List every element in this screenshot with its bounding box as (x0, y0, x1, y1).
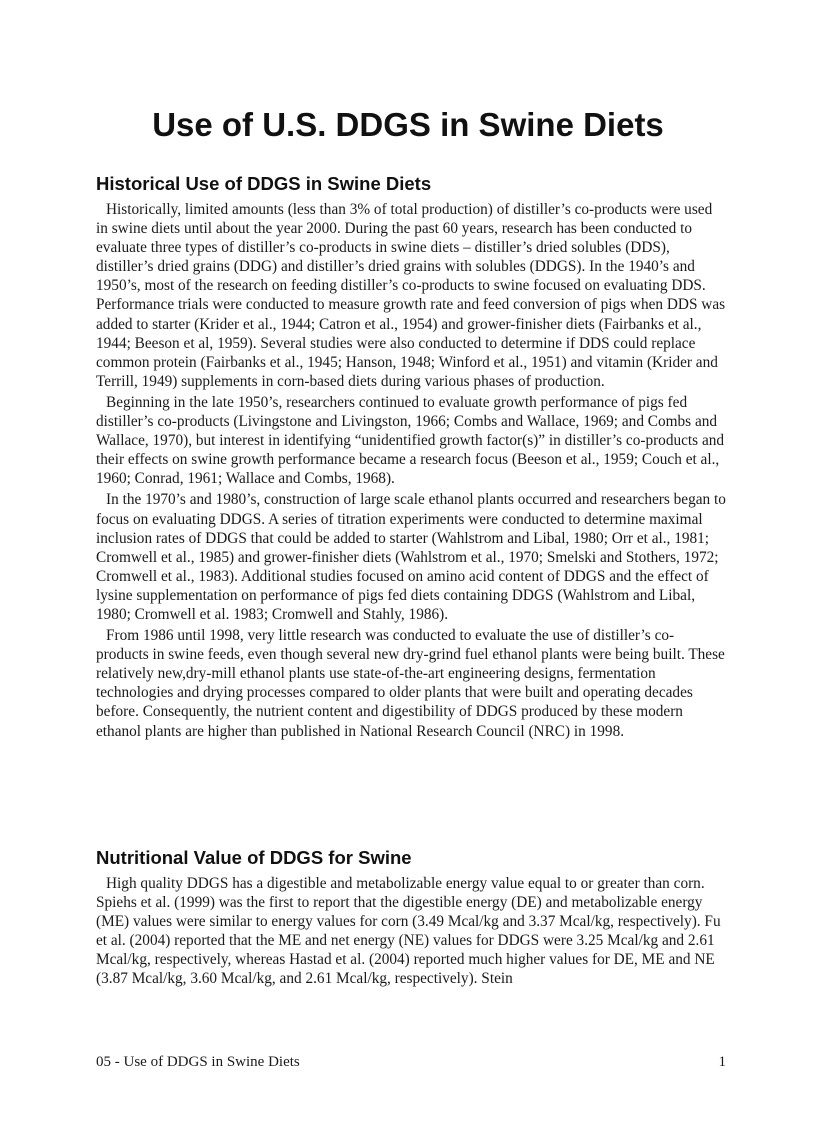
section-heading: Historical Use of DDGS in Swine Diets (96, 173, 432, 194)
page-footer (96, 1052, 726, 1072)
page-title: Use of U.S. DDGS in Swine Diets (152, 106, 664, 143)
footer-document-title: 05 - Use of DDGS in Swine Diets (96, 1054, 300, 1070)
paragraph: Beginning in the late 1950’s, researchers continued to evaluate growth performance of pigs fed distiller’s co-products (Livingstone and Livingston, 1966; Combs and Wallace, 1969; and Combs and Wallace, 1970), but interest in identifying “unidentified growth factor(s)” in distiller’s co-products and their effects on swine growth performance became a research focus (Beeson et al., 1959; Couch et al., 1960; Conrad, 1961; Wallace and Combs, 1968). (96, 393, 725, 488)
section-heading: Nutritional Value of DDGS for Swine (96, 847, 412, 868)
paragraph: Historically, limited amounts (less than 3% of total production) of distiller’s co-products were used in swine diets until about the year 2000. During the past 60 years, research has been conducted to evaluate three types of distiller’s co-products in swine diets – distiller’s dried solubles (DDS), distiller’s dried grains (DDG) and distiller’s dried grains with solubles (DDGS). In the 1940’s and 1950’s, most of the research on feeding distiller’s co-products to swine focused on evaluating DDS. Performance trials were conducted to measure growth rate and feed conversion of pigs when DDS was added to starter (Krider et al., 1944; Catron et al., 1954) and grower-finisher diets (Fairbanks et al., 1944; Beeson et al, 1959). Several studies were also conducted to determine if DDS could replace common protein (Fairbanks et al., 1945; Hanson, 1948; Winford et al., 1951) and vitamin (Krider and Terrill, 1949) supplements in corn-based diets during various phases of production. (96, 201, 726, 390)
paragraph: From 1986 until 1998, very little research was conducted to evaluate the use of distiller’s co-products in swine feeds, even though several new dry-grind fuel ethanol plants were being built. These relatively new,dry-mill ethanol plants use state-of-the-art engineering designs, fermentation technologies and drying processes compared to older plants that were built and operating decades before. Consequently, the nutrient content and digestibility of DDGS produced by these modern ethanol plants are higher than published in National Research Council (NRC) in 1998. (96, 627, 725, 740)
section-historical-use (96, 170, 726, 743)
paragraph: High quality DDGS has a digestible and metabolizable energy value equal to or greater than corn. Spiehs et al. (1999) was the first to report that the digestible energy (DE) and metabolizable energy (ME) values were similar to energy values for corn (3.49 Mcal/kg and 3.37 Mcal/kg, respectively). Fu et al. (2004) reported that the ME and net energy (NE) values for DDGS were 3.25 Mcal/kg and 2.61 Mcal/kg, respectively, whereas Hastad et al. (2004) reported much higher values for DE, ME and NE (3.87 Mcal/kg, 3.60 Mcal/kg, and 2.61 Mcal/kg, respectively). Stein (96, 875, 721, 988)
paragraph: In the 1970’s and 1980’s, construction of large scale ethanol plants occurred and researchers began to focus on evaluating DDGS. A series of titration experiments were conducted to determine maximal inclusion rates of DDGS that could be added to starter (Wahlstrom and Libal, 1980; Orr et al., 1981; Cromwell et al., 1985) and grower-finisher diets (Wahlstrom et al., 1970; Smelski and Stothers, 1972; Cromwell et al., 1983). Additional studies focused on amino acid content of DDGS and the effect of lysine supplementation on performance of pigs fed diets containing DDGS (Wahlstrom and Libal, 1980; Cromwell et al. 1983; Cromwell and Stahly, 1986). (96, 491, 726, 623)
section-nutritional-value (96, 844, 726, 991)
page-number: 1 (718, 1054, 726, 1070)
